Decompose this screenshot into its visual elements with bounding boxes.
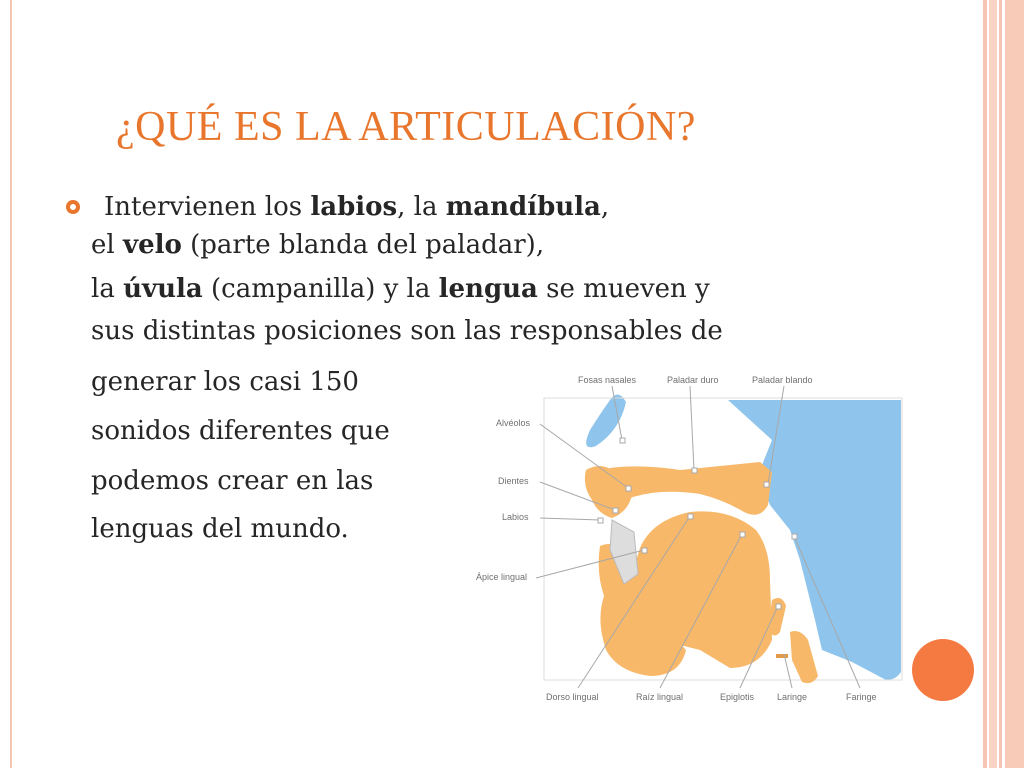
bullet-icon [64,198,82,216]
decorative-circle [912,639,974,701]
label-raiz-lingual: Raíz lingual [636,692,684,702]
bullet-line-1: Intervienen los labios, la mandíbula, [104,192,610,222]
bullet-line-5: generar los casi 150 [91,367,359,397]
bullet-line-6: sonidos diferentes que [91,416,390,446]
label-dorso-lingual: Dorso lingual [546,692,599,702]
label-laringe: Laringe [777,692,808,702]
label-fosas-nasales: Fosas nasales [578,375,637,385]
label-apice-lingual: Ápice lingual [476,572,528,582]
label-alveolos: Alvéolos [496,418,531,428]
bullet-line-2: el velo (parte blanda del paladar), [91,230,545,260]
vocal-folds [776,654,788,658]
slide-title: ¿QUÉ ES LA ARTICULACIÓN? [116,104,696,150]
slide-border-right [983,0,1024,768]
label-paladar-duro: Paladar duro [667,375,719,385]
bullet-line-4: sus distintas posiciones son las responsables de [91,316,723,346]
slide-border-left [10,0,12,768]
bullet-line-8: lenguas del mundo. [91,514,349,544]
bullet-line-7: podemos crear en las [91,466,374,496]
label-epiglotis: Epiglotis [720,692,755,702]
label-faringe: Faringe [846,692,877,702]
larynx [790,631,818,683]
vocal-tract-diagram [470,362,910,712]
label-dientes: Dientes [498,476,529,486]
bullet-line-3: la úvula (campanilla) y la lengua se mueven y [91,274,710,304]
label-paladar-blando: Paladar blando [752,375,813,385]
label-labios: Labios [502,512,529,522]
